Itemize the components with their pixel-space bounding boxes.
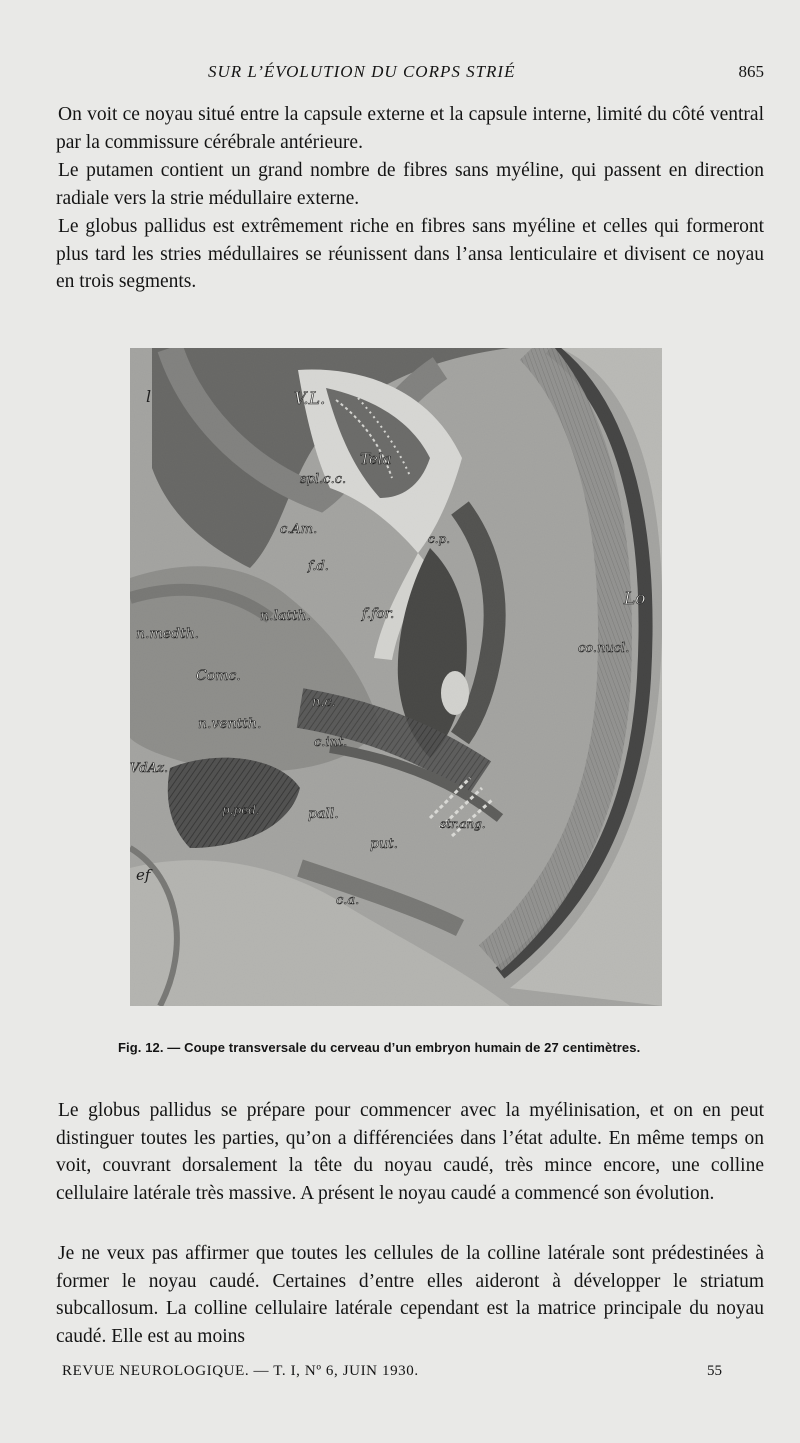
paragraph-2: Le putamen contient un grand nombre de fibres sans myéline, qui passent en direction radiale vers la strie médullaire externe. xyxy=(56,160,764,209)
paragraph-3: Le globus pallidus est extrêmement riche en fibres sans myéline et celles qui formeront plus tard les stries médullaires se réunissent dans l’ansa lenticulaire et divisent ce noyau en trois segments. xyxy=(56,216,764,293)
label-f-for: f.for. xyxy=(362,606,395,622)
label-vdaz: VdAz. xyxy=(130,761,169,776)
label-l-mark: l xyxy=(146,387,152,406)
page-number: 865 xyxy=(738,62,764,81)
figure-caption: Fig. 12. — Coupe transversale du cerveau d’un embryon humain de 27 centimètres. xyxy=(118,1040,641,1055)
label-spl-cc: spl.c.c. xyxy=(300,472,347,487)
label-n-c: n.c. xyxy=(312,695,336,710)
paragraph-5: Je ne veux pas affirmer que toutes les cellules de la colline latérale sont prédestinées à former le noyau caudé. Certaines d’entre elles aideront à développer le striatum subcallosum. La colline cellulaire latérale cependant est la matrice principale du noyau caudé. Elle est au moins xyxy=(56,1243,764,1347)
label-n-medth: n.medth. xyxy=(136,626,200,642)
label-comc: Comc. xyxy=(196,668,241,684)
label-lo: Lo xyxy=(624,589,646,609)
label-n-latth: n.latth. xyxy=(260,608,312,624)
paragraph-1: On voit ce noyau situé entre la capsule externe et la capsule interne, limité du côté ventral par la commissure cérébrale antérieure. xyxy=(56,104,764,153)
label-v-l: V.L. xyxy=(294,389,326,409)
label-ef: ef xyxy=(136,866,151,884)
footer-journal: REVUE NEUROLOGIQUE. — T. I, Nº 6, JUIN 1930. xyxy=(62,1363,419,1379)
label-co-nucl: co.nucl. xyxy=(578,641,630,656)
running-head xyxy=(0,62,800,86)
label-p-ped: p.ped. xyxy=(222,803,260,817)
label-c-int: c.int. xyxy=(314,735,348,750)
label-c-p: c.p. xyxy=(428,532,451,546)
brain-section-illustration xyxy=(130,348,662,1006)
running-title: SUR L’ÉVOLUTION DU CORPS STRIÉ xyxy=(208,62,516,81)
brain-section-figure xyxy=(130,348,662,1006)
footer-page-number: 55 xyxy=(707,1363,722,1379)
label-put: put. xyxy=(370,836,399,852)
label-pall: pall. xyxy=(308,806,339,822)
label-tela: Tela xyxy=(360,450,392,468)
label-c-a: c.a. xyxy=(336,893,360,908)
paragraph-4: Le globus pallidus se prépare pour commencer avec la myélinisation, et on en peut distinguer toutes les parties, qu’on a différenciées dans l’état adulte. En même temps on voit, couvrant dorsalement la tête du noyau caudé, très mince encore, une colline cellulaire latérale très massive. A présent le noyau caudé a commencé son évolution. xyxy=(56,1100,764,1204)
page-footer xyxy=(62,1363,722,1385)
label-n-ventth: n.ventth. xyxy=(198,716,262,732)
label-str-ang: str.ang. xyxy=(440,817,486,831)
label-c-am: c.Am. xyxy=(280,522,318,537)
label-f-d: f.d. xyxy=(308,559,329,574)
